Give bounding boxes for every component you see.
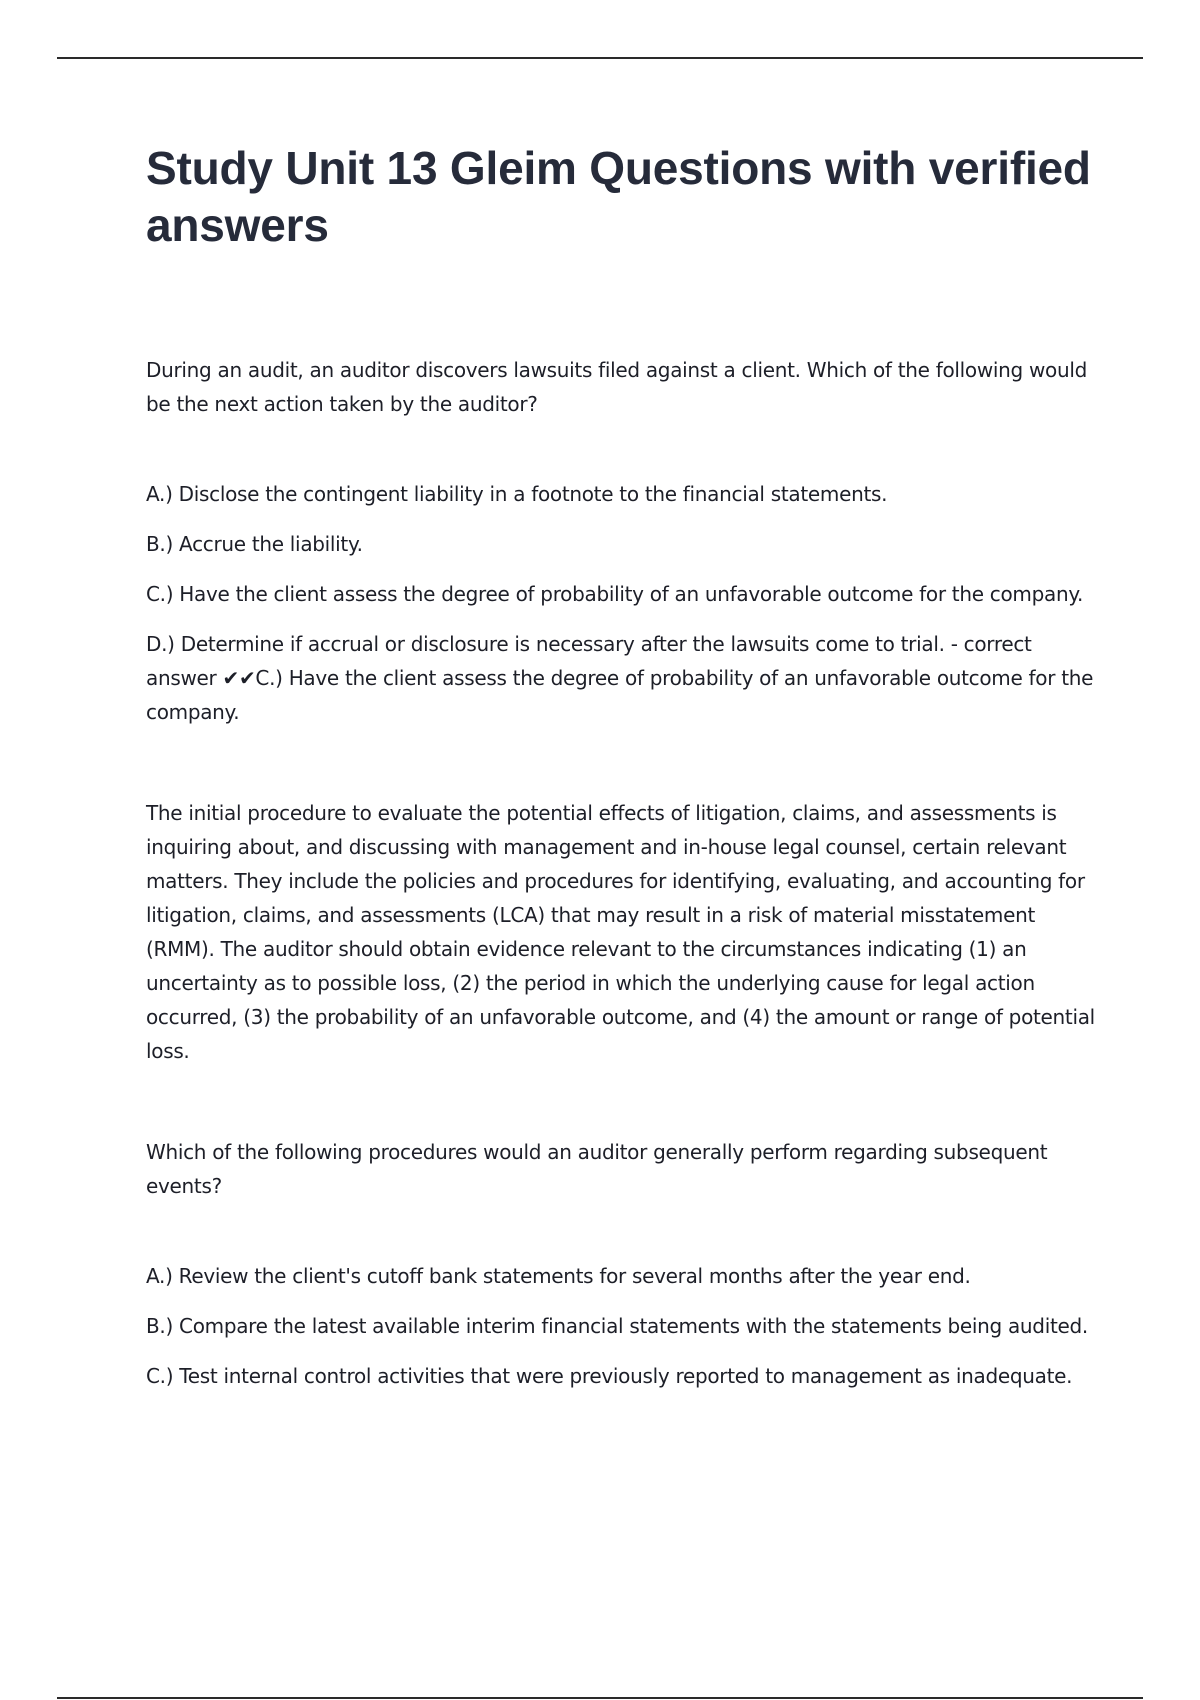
top-divider — [57, 57, 1143, 59]
question-1-options — [146, 477, 1096, 729]
question-1-option-b: B.) Accrue the liability. — [146, 532, 363, 556]
question-2-options — [146, 1259, 1096, 1393]
question-1-prompt: During an audit, an auditor discovers lawsuits filed against a client. Which of the following would be the next action taken by the auditor? — [146, 358, 1088, 416]
question-2-option-b: B.) Compare the latest available interim financial statements with the statements being audited. — [146, 1314, 1088, 1338]
question-1-option-c: C.) Have the client assess the degree of probability of an unfavorable outcome for the company. — [146, 582, 1084, 606]
page-title: Study Unit 13 Gleim Questions with verified answers — [146, 142, 1091, 251]
question-1-option-a: A.) Disclose the contingent liability in a footnote to the financial statements. — [146, 482, 888, 506]
question-2-option-a: A.) Review the client's cutoff bank statements for several months after the year end. — [146, 1264, 971, 1288]
document-body — [146, 140, 1096, 1409]
question-2-option-c: C.) Test internal control activities that were previously reported to management as inadequate. — [146, 1364, 1073, 1388]
answer-explanation: The initial procedure to evaluate the potential effects of litigation, claims, and assessments is inquiring about, and discussing with management and in-house legal counsel, certain relevant matters. They include the policies and procedures for identifying, evaluating, and accounting for litigation, claims, and assessments (LCA) that may result in a risk of material misstatement (RMM). The auditor should obtain evidence relevant to the circumstances indicating (1) an uncertainty as to possible loss, (2) the period in which the underlying cause for legal action occurred, (3) the probability of an unfavorable outcome, and (4) the amount or range of potential loss. — [146, 801, 1095, 1063]
bottom-divider — [57, 1697, 1143, 1699]
question-2-prompt: Which of the following procedures would an auditor generally perform regarding subsequent events? — [146, 1140, 1048, 1198]
question-1-option-d-with-answer: D.) Determine if accrual or disclosure is necessary after the lawsuits come to trial. - correct answer ✔✔C.) Have the client assess the degree of probability of an unfavorable outcome for the company. — [146, 632, 1094, 724]
